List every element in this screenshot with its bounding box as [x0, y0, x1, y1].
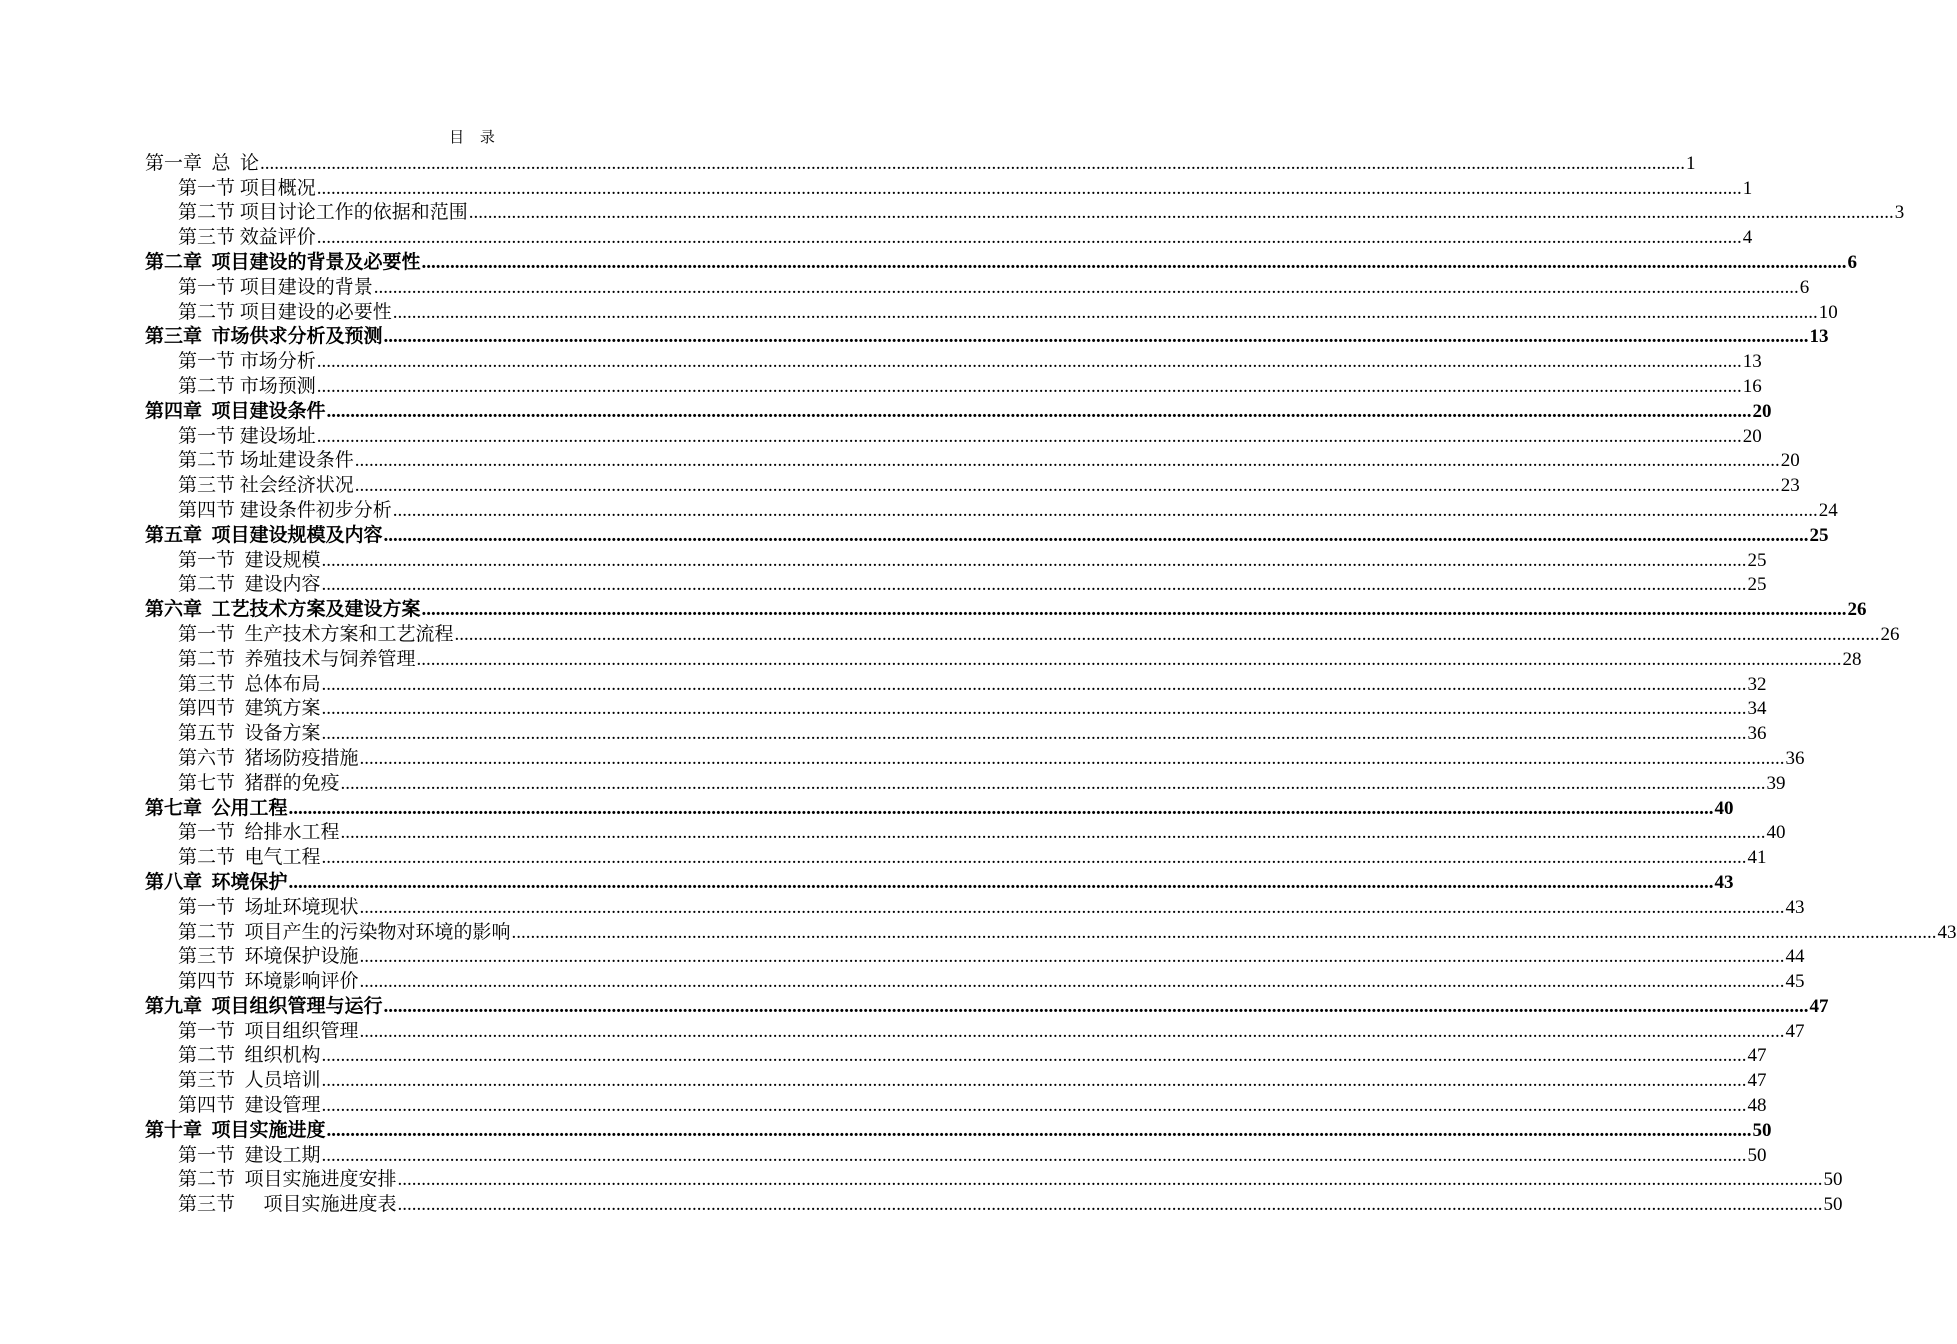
toc-entry-label: 第二节 市场预测	[178, 375, 316, 397]
toc-page-number: 43	[1785, 896, 1805, 918]
toc-section-entry[interactable]	[145, 572, 1767, 597]
toc-dot-leader: ............................................................................................................................................................................................................................................................................................................	[416, 648, 1842, 670]
toc-dot-leader: ............................................................................................................................................................................................................................................................................................................	[288, 797, 1714, 819]
toc-entry-label: 第十章 项目实施进度	[145, 1119, 326, 1141]
toc-entry-label: 第二节 场址建设条件	[178, 450, 354, 472]
toc-page-number: 1	[1742, 177, 1753, 199]
toc-entry-label: 第一节 项目组织管理	[178, 1020, 359, 1042]
toc-section-entry[interactable]	[145, 1092, 1767, 1117]
toc-entry-label: 第一节 生产技术方案和工艺流程	[178, 623, 454, 645]
toc-page-number: 25	[1747, 574, 1767, 596]
toc-page-number: 10	[1818, 301, 1838, 323]
toc-section-entry[interactable]	[145, 547, 1767, 572]
toc-section-entry[interactable]	[145, 770, 1786, 795]
toc-section-entry[interactable]	[145, 1018, 1805, 1043]
toc-entry-label: 第一节 市场分析	[178, 351, 316, 373]
toc-chapter-entry[interactable]	[145, 795, 1734, 820]
toc-dot-leader: ............................................................................................................................................................................................................................................................................................................	[359, 747, 1785, 769]
toc-page-number: 13	[1809, 326, 1829, 348]
toc-dot-leader: ............................................................................................................................................................................................................................................................................................................	[383, 995, 1809, 1017]
toc-entry-label: 第七节 猪群的免疫	[178, 772, 340, 794]
toc-entry-label: 第四节 环境影响评价	[178, 971, 359, 993]
toc-entry-label: 第二节 建设内容	[178, 574, 321, 596]
toc-page-number: 20	[1780, 450, 1800, 472]
toc-section-entry[interactable]	[145, 1167, 1843, 1192]
toc-section-entry[interactable]	[145, 820, 1786, 845]
toc-page-number: 50	[1752, 1119, 1772, 1141]
toc-page-number: 41	[1747, 847, 1767, 869]
toc-section-entry[interactable]	[145, 200, 1905, 225]
toc-section-entry[interactable]	[145, 968, 1805, 993]
toc-entry-label: 第二节 养殖技术与饲养管理	[178, 648, 416, 670]
toc-entry-label: 第三节 社会经济状况	[178, 475, 354, 497]
toc-entry-label: 第三节 效益评价	[178, 227, 316, 249]
toc-entry-label: 第二节 项目产生的污染物对环境的影响	[178, 921, 511, 943]
toc-entry-label: 第三节 总体布局	[178, 673, 321, 695]
toc-chapter-entry[interactable]	[145, 993, 1829, 1018]
toc-dot-leader: ............................................................................................................................................................................................................................................................................................................	[392, 301, 1818, 323]
toc-chapter-entry[interactable]	[145, 1117, 1772, 1142]
toc-page-number: 50	[1823, 1194, 1843, 1216]
toc-dot-leader: ............................................................................................................................................................................................................................................................................................................	[454, 623, 1880, 645]
toc-title: 目 录	[449, 130, 501, 146]
toc-section-entry[interactable]	[145, 274, 1810, 299]
table-of-contents	[145, 150, 1957, 1216]
toc-dot-leader: ............................................................................................................................................................................................................................................................................................................	[340, 772, 1766, 794]
toc-page-number: 32	[1747, 673, 1767, 695]
toc-entry-label: 第八章 环境保护	[145, 871, 288, 893]
toc-entry-label: 第六节 猪场防疫措施	[178, 747, 359, 769]
toc-section-entry[interactable]	[145, 671, 1767, 696]
toc-dot-leader: ............................................................................................................................................................................................................................................................................................................	[316, 425, 1742, 447]
toc-entry-label: 第二节 项目实施进度安排	[178, 1169, 397, 1191]
toc-entry-label: 第一节 给排水工程	[178, 822, 340, 844]
toc-page-number: 47	[1747, 1045, 1767, 1067]
toc-entry-label: 第三章 市场供求分析及预测	[145, 326, 383, 348]
toc-entry-label: 第四节 建筑方案	[178, 698, 321, 720]
toc-chapter-entry[interactable]	[145, 150, 1696, 175]
toc-page-number: 47	[1747, 1070, 1767, 1092]
toc-dot-leader: ............................................................................................................................................................................................................................................................................................................	[340, 822, 1766, 844]
toc-page-number: 36	[1785, 747, 1805, 769]
toc-page-number: 6	[1799, 276, 1810, 298]
toc-page-number: 23	[1780, 475, 1800, 497]
toc-dot-leader: ............................................................................................................................................................................................................................................................................................................	[321, 1070, 1747, 1092]
toc-page-number: 40	[1714, 797, 1734, 819]
toc-entry-label: 第三节 项目实施进度表	[178, 1194, 397, 1216]
toc-dot-leader: ............................................................................................................................................................................................................................................................................................................	[373, 276, 1799, 298]
toc-dot-leader: ............................................................................................................................................................................................................................................................................................................	[421, 251, 1847, 273]
toc-entry-label: 第三节 环境保护设施	[178, 946, 359, 968]
toc-entry-label: 第三节 人员培训	[178, 1070, 321, 1092]
toc-section-entry[interactable]	[145, 497, 1838, 522]
toc-section-entry[interactable]	[145, 720, 1767, 745]
toc-dot-leader: ............................................................................................................................................................................................................................................................................................................	[288, 871, 1714, 893]
toc-dot-leader: ............................................................................................................................................................................................................................................................................................................	[421, 599, 1847, 621]
toc-dot-leader: ............................................................................................................................................................................................................................................................................................................	[321, 574, 1747, 596]
toc-entry-label: 第二节 电气工程	[178, 847, 321, 869]
toc-dot-leader: ............................................................................................................................................................................................................................................................................................................	[397, 1169, 1823, 1191]
toc-dot-leader: ............................................................................................................................................................................................................................................................................................................	[321, 1045, 1747, 1067]
toc-entry-label: 第一节 建设规模	[178, 549, 321, 571]
toc-section-entry[interactable]	[145, 1043, 1767, 1068]
toc-dot-leader: ............................................................................................................................................................................................................................................................................................................	[359, 971, 1785, 993]
toc-entry-label: 第一节 建设工期	[178, 1144, 321, 1166]
toc-dot-leader: ............................................................................................................................................................................................................................................................................................................	[316, 177, 1742, 199]
toc-chapter-entry[interactable]	[145, 596, 1867, 621]
toc-section-entry[interactable]	[145, 944, 1805, 969]
toc-entry-label: 第五章 项目建设规模及内容	[145, 524, 383, 546]
toc-entry-label: 第六章 工艺技术方案及建设方案	[145, 599, 421, 621]
toc-dot-leader: ............................................................................................................................................................................................................................................................................................................	[383, 524, 1809, 546]
toc-dot-leader: ............................................................................................................................................................................................................................................................................................................	[326, 1119, 1752, 1141]
toc-chapter-entry[interactable]	[145, 522, 1829, 547]
toc-section-entry[interactable]	[145, 299, 1838, 324]
toc-entry-label: 第二章 项目建设的背景及必要性	[145, 251, 421, 273]
toc-dot-leader: ............................................................................................................................................................................................................................................................................................................	[354, 475, 1780, 497]
toc-section-entry[interactable]	[145, 844, 1767, 869]
toc-page-number: 43	[1937, 921, 1957, 943]
toc-entry-label: 第一节 建设场址	[178, 425, 316, 447]
toc-dot-leader: ............................................................................................................................................................................................................................................................................................................	[316, 375, 1742, 397]
toc-page-number: 16	[1742, 375, 1762, 397]
toc-dot-leader: ............................................................................................................................................................................................................................................................................................................	[321, 1095, 1747, 1117]
toc-page-number: 47	[1809, 995, 1829, 1017]
toc-dot-leader: ............................................................................................................................................................................................................................................................................................................	[326, 400, 1752, 422]
toc-page-number: 26	[1880, 623, 1900, 645]
toc-page-number: 36	[1747, 723, 1767, 745]
toc-section-entry[interactable]	[145, 745, 1805, 770]
toc-page-number: 26	[1847, 599, 1867, 621]
toc-page-number: 50	[1823, 1169, 1843, 1191]
toc-section-entry[interactable]	[145, 919, 1957, 944]
toc-dot-leader: ............................................................................................................................................................................................................................................................................................................	[359, 946, 1785, 968]
toc-chapter-entry[interactable]	[145, 249, 1858, 274]
toc-section-entry[interactable]	[145, 448, 1800, 473]
toc-section-entry[interactable]	[145, 472, 1800, 497]
toc-page-number: 4	[1742, 227, 1753, 249]
toc-section-entry[interactable]	[145, 1191, 1843, 1216]
toc-dot-leader: ............................................................................................................................................................................................................................................................................................................	[316, 227, 1742, 249]
toc-page-number: 3	[1894, 202, 1905, 224]
toc-section-entry[interactable]	[145, 1067, 1767, 1092]
toc-page-number: 1	[1686, 152, 1696, 174]
toc-entry-label: 第一节 场址环境现状	[178, 896, 359, 918]
toc-dot-leader: ............................................................................................................................................................................................................................................................................................................	[316, 351, 1742, 373]
toc-page-number: 47	[1785, 1020, 1805, 1042]
toc-section-entry[interactable]	[145, 224, 1753, 249]
toc-dot-leader: ............................................................................................................................................................................................................................................................................................................	[468, 202, 1894, 224]
toc-page-number: 34	[1747, 698, 1767, 720]
toc-chapter-entry[interactable]	[145, 869, 1734, 894]
toc-entry-label: 第二节 组织机构	[178, 1045, 321, 1067]
toc-dot-leader: ............................................................................................................................................................................................................................................................................................................	[511, 921, 1937, 943]
toc-entry-label: 第一节 项目概况	[178, 177, 316, 199]
toc-section-entry[interactable]	[145, 423, 1762, 448]
toc-entry-label: 第一节 项目建设的背景	[178, 276, 373, 298]
toc-page-number: 20	[1742, 425, 1762, 447]
toc-page-number: 44	[1785, 946, 1805, 968]
toc-dot-leader: ............................................................................................................................................................................................................................................................................................................	[321, 847, 1747, 869]
toc-section-entry[interactable]	[145, 696, 1767, 721]
toc-page-number: 24	[1818, 499, 1838, 521]
toc-page-number: 43	[1714, 871, 1734, 893]
toc-section-entry[interactable]	[145, 621, 1900, 646]
toc-entry-label: 第一章 总 论	[145, 152, 260, 174]
toc-entry-label: 第四节 建设条件初步分析	[178, 499, 392, 521]
toc-page-number: 45	[1785, 971, 1805, 993]
toc-dot-leader: ............................................................................................................................................................................................................................................................................................................	[321, 1144, 1747, 1166]
toc-page-number: 39	[1766, 772, 1786, 794]
toc-chapter-entry[interactable]	[145, 324, 1829, 349]
toc-section-entry[interactable]	[145, 894, 1805, 919]
toc-entry-label: 第四章 项目建设条件	[145, 400, 326, 422]
toc-entry-label: 第二节 项目建设的必要性	[178, 301, 392, 323]
toc-entry-label: 第二节 项目讨论工作的依据和范围	[178, 202, 468, 224]
toc-chapter-entry[interactable]	[145, 398, 1772, 423]
toc-dot-leader: ............................................................................................................................................................................................................................................................................................................	[392, 499, 1818, 521]
toc-dot-leader: ............................................................................................................................................................................................................................................................................................................	[359, 896, 1785, 918]
toc-page-number: 6	[1847, 251, 1858, 273]
toc-page-number: 48	[1747, 1095, 1767, 1117]
toc-dot-leader: ............................................................................................................................................................................................................................................................................................................	[397, 1194, 1823, 1216]
toc-entry-label: 第四节 建设管理	[178, 1095, 321, 1117]
toc-page-number: 25	[1747, 549, 1767, 571]
toc-page-number: 28	[1842, 648, 1862, 670]
toc-page-number: 50	[1747, 1144, 1767, 1166]
toc-section-entry[interactable]	[145, 646, 1862, 671]
toc-dot-leader: ............................................................................................................................................................................................................................................................................................................	[359, 1020, 1785, 1042]
toc-page-number: 40	[1766, 822, 1786, 844]
toc-entry-label: 第五节 设备方案	[178, 723, 321, 745]
toc-section-entry[interactable]	[145, 348, 1762, 373]
toc-section-entry[interactable]	[145, 373, 1762, 398]
toc-page-number: 25	[1809, 524, 1829, 546]
toc-dot-leader: ............................................................................................................................................................................................................................................................................................................	[383, 326, 1809, 348]
toc-page-number: 20	[1752, 400, 1772, 422]
toc-dot-leader: ............................................................................................................................................................................................................................................................................................................	[321, 723, 1747, 745]
toc-page-number: 13	[1742, 351, 1762, 373]
toc-dot-leader: ............................................................................................................................................................................................................................................................................................................	[260, 152, 1686, 174]
toc-entry-label: 第九章 项目组织管理与运行	[145, 995, 383, 1017]
toc-dot-leader: ............................................................................................................................................................................................................................................................................................................	[321, 698, 1747, 720]
toc-dot-leader: ............................................................................................................................................................................................................................................................................................................	[354, 450, 1780, 472]
toc-section-entry[interactable]	[145, 1142, 1767, 1167]
toc-dot-leader: ............................................................................................................................................................................................................................................................................................................	[321, 549, 1747, 571]
toc-section-entry[interactable]	[145, 175, 1753, 200]
toc-dot-leader: ............................................................................................................................................................................................................................................................................................................	[321, 673, 1747, 695]
toc-entry-label: 第七章 公用工程	[145, 797, 288, 819]
